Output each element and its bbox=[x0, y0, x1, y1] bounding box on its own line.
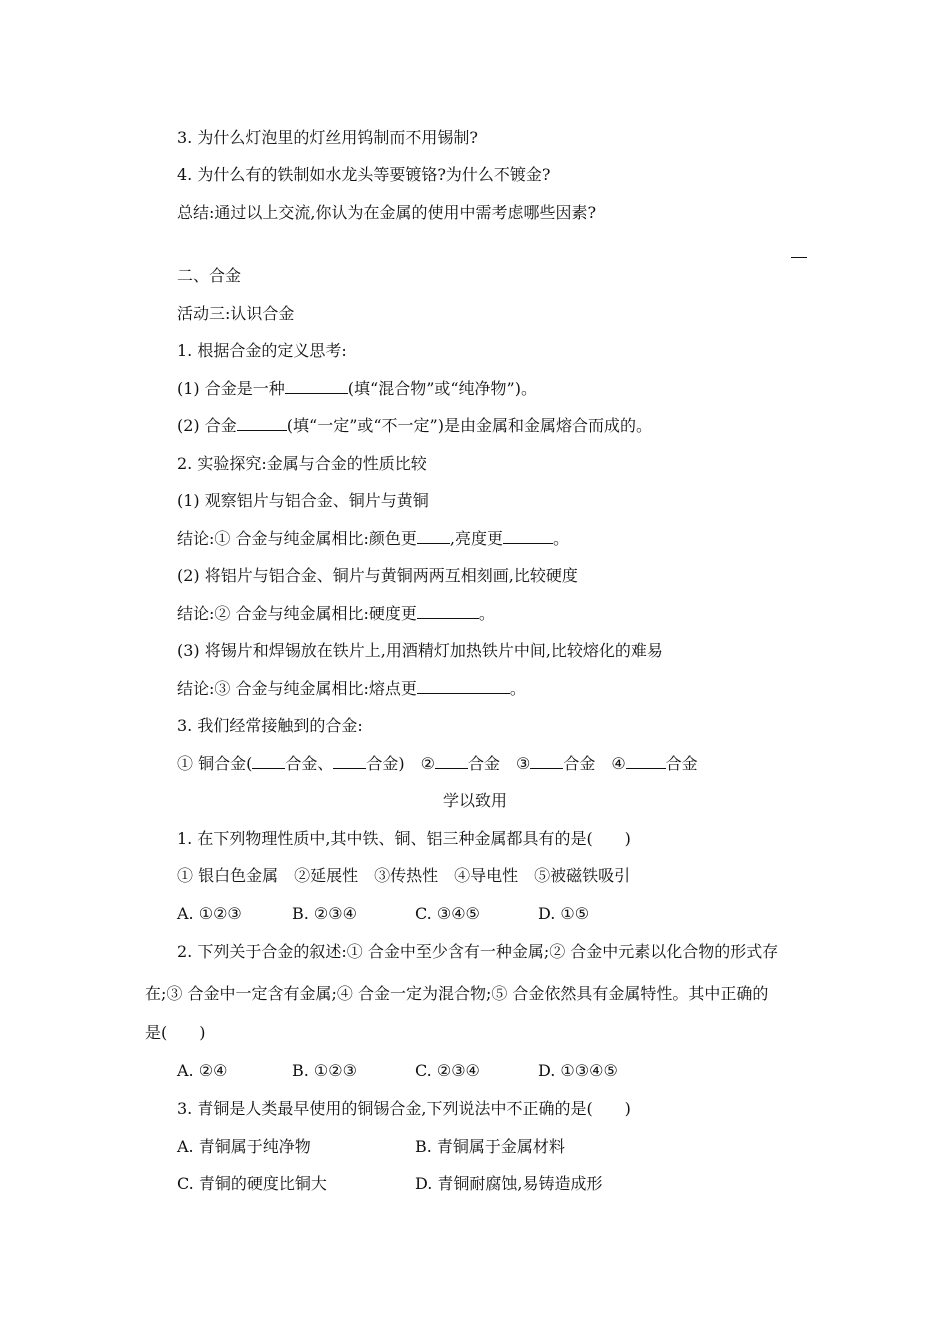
experiment-step-1: (1) 观察铝片与铝合金、铜片与黄铜 bbox=[177, 491, 429, 510]
answer-blank[interactable] bbox=[503, 529, 553, 544]
option-a[interactable]: A. ②④ bbox=[177, 1061, 228, 1080]
apply-heading: 学以致用 bbox=[442, 791, 507, 810]
option-c[interactable]: C. ③④⑤ bbox=[415, 904, 480, 923]
question-bulb-filament: 3. 为什么灯泡里的灯丝用钨制而不用锡制? bbox=[177, 128, 478, 147]
answer-blank[interactable] bbox=[252, 754, 285, 769]
conclusion-3: 结论:③ 合金与纯金属相比:熔点更 。 bbox=[177, 679, 526, 698]
separator-dash bbox=[791, 257, 807, 258]
practice-question-2-line-2: 在;③ 合金中一定含有金属;④ 合金一定为混合物;⑤ 合金依然具有金属特性。其中正确的 bbox=[145, 984, 769, 1003]
definition-item-2: (2) 合金 (填“一定”或“不一定”)是由金属和金属熔合而成的。 bbox=[177, 416, 652, 435]
answer-blank[interactable] bbox=[417, 679, 510, 694]
practice-question-3: 3. 青铜是人类最早使用的铜锡合金,下列说法中不正确的是( ) bbox=[177, 1099, 631, 1118]
practice-question-2-line-1: 2. 下列关于合金的叙述:① 合金中至少含有一种金属;② 合金中元素以化合物的形式存 bbox=[177, 942, 779, 961]
option-a[interactable]: A. 青铜属于纯净物 bbox=[177, 1137, 311, 1156]
question-chrome-plating: 4. 为什么有的铁制如水龙头等要镀铬?为什么不镀金? bbox=[177, 165, 551, 184]
answer-blank[interactable] bbox=[333, 754, 366, 769]
option-b[interactable]: B. 青铜属于金属材料 bbox=[415, 1137, 565, 1156]
option-c[interactable]: C. ②③④ bbox=[415, 1061, 480, 1080]
summary-question: 总结:通过以上交流,你认为在金属的使用中需考虑哪些因素? bbox=[177, 203, 597, 222]
common-alloys-title: 3. 我们经常接触到的合金: bbox=[177, 716, 363, 735]
experiment-step-2: (2) 将铝片与铝合金、铜片与黄铜两两互相刻画,比较硬度 bbox=[177, 566, 578, 585]
answer-blank[interactable] bbox=[417, 604, 479, 619]
answer-blank[interactable] bbox=[285, 379, 348, 394]
common-alloys-list: ① 铜合金( 合金、 合金) ② 合金 ③ 合金 ④ 合金 bbox=[177, 754, 698, 773]
definition-prompt: 1. 根据合金的定义思考: bbox=[177, 341, 347, 360]
option-b[interactable]: B. ①②③ bbox=[292, 1061, 357, 1080]
practice-question-1: 1. 在下列物理性质中,其中铁、铜、铝三种金属都具有的是( ) bbox=[177, 829, 631, 848]
definition-item-1: (1) 合金是一种 (填“混合物”或“纯净物”)。 bbox=[177, 379, 537, 398]
option-a[interactable]: A. ①②③ bbox=[177, 904, 242, 923]
section-heading-alloy: 二、合金 bbox=[177, 266, 242, 285]
experiment-step-3: (3) 将锡片和焊锡放在铁片上,用酒精灯加热铁片中间,比较熔化的难易 bbox=[177, 641, 663, 660]
option-d[interactable]: D. ①③④⑤ bbox=[538, 1061, 618, 1080]
option-d[interactable]: D. ①⑤ bbox=[538, 904, 590, 923]
answer-blank[interactable] bbox=[237, 416, 287, 431]
practice-question-1-items: ① 银白色金属 ②延展性 ③传热性 ④导电性 ⑤被磁铁吸引 bbox=[177, 866, 631, 885]
conclusion-2: 结论:② 合金与纯金属相比:硬度更 。 bbox=[177, 604, 495, 623]
activity-heading: 活动三:认识合金 bbox=[177, 304, 295, 323]
answer-blank[interactable] bbox=[530, 754, 563, 769]
practice-question-2-line-3: 是( ) bbox=[145, 1023, 206, 1042]
answer-blank[interactable] bbox=[626, 754, 666, 769]
conclusion-1: 结论:① 合金与纯金属相比:颜色更 ,亮度更 。 bbox=[177, 529, 569, 548]
option-c[interactable]: C. 青铜的硬度比铜大 bbox=[177, 1174, 327, 1193]
answer-blank[interactable] bbox=[435, 754, 468, 769]
experiment-title: 2. 实验探究:金属与合金的性质比较 bbox=[177, 454, 427, 473]
answer-blank[interactable] bbox=[417, 529, 450, 544]
option-d[interactable]: D. 青铜耐腐蚀,易铸造成形 bbox=[415, 1174, 603, 1193]
option-b[interactable]: B. ②③④ bbox=[292, 904, 357, 923]
